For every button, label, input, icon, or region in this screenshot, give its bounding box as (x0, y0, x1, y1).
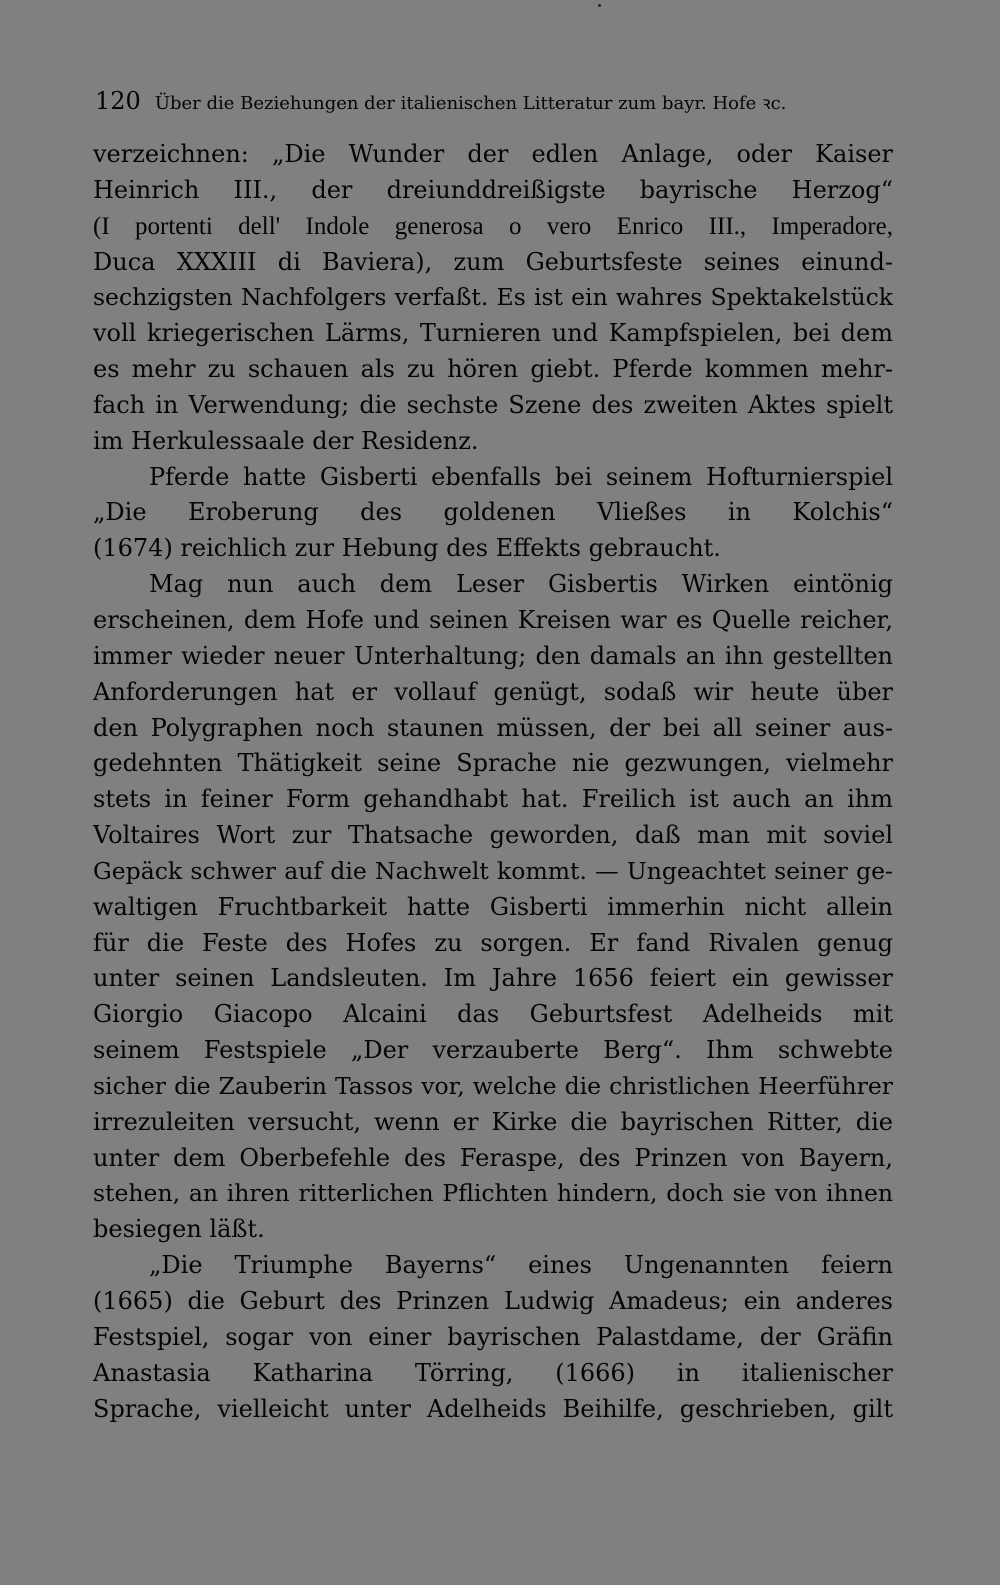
text-line: voll kriegerischen Lärms, Turnieren und Kampfspielen, bei dem (93, 319, 893, 348)
text-line: Gepäck schwer auf die Nachwelt kommt. — Ungeachtet seiner ge- (93, 856, 893, 885)
body-text (93, 137, 893, 1427)
running-title: Über die Beziehungen der italienischen Litteratur zum bayr. Hofe ꝛc. (154, 93, 787, 114)
text-line: seinem Festspiele „Der verzauberte Berg“. Ihm schwebte (93, 1036, 893, 1065)
text-line: den Polygraphen noch staunen müssen, der bei all seiner aus- (93, 713, 893, 742)
text-line: immer wieder neuer Unterhaltung; den damals an ihn gestellten (93, 641, 893, 670)
text-line: Festspiel, sogar von einer bayrischen Palastdame, der Gräfin (93, 1322, 893, 1351)
text-line: Mag nun auch dem Leser Gisbertis Wirken eintönig (149, 570, 893, 599)
text-line: Giorgio Giacopo Alcaini das Geburtsfest Adelheids mit (93, 1000, 893, 1029)
text-line: sicher die Zauberin Tassos vor, welche die christlichen Heerführer (93, 1071, 893, 1100)
running-head (95, 86, 895, 116)
text-line: für die Feste des Hofes zu sorgen. Er fand Rivalen genug (93, 928, 893, 957)
text-line: Voltaires Wort zur Thatsache geworden, daß man mit soviel (93, 821, 893, 850)
text-line: erscheinen, dem Hofe und seinen Kreisen war es Quelle reicher, (93, 605, 893, 634)
text-line: Duca XXXIII di Baviera), zum Geburtsfeste seines einund- (93, 247, 893, 276)
text-line: waltigen Fruchtbarkeit hatte Gisberti immerhin nicht allein (93, 892, 893, 921)
text-line: stets in feiner Form gehandhabt hat. Freilich ist auch an ihm (93, 785, 893, 814)
text-line: unter dem Oberbefehle des Feraspe, des Prinzen von Bayern, (93, 1143, 893, 1172)
text-line: besiegen läßt. (93, 1215, 265, 1244)
text-line: im Herkulessaale der Residenz. (93, 426, 479, 455)
text-line: „Die Eroberung des goldenen Vließes in Kolchis“ (93, 498, 893, 527)
text-line: (1674) reichlich zur Hebung des Effekts gebraucht. (93, 534, 721, 563)
text-line: Anforderungen hat er vollauf genügt, sodaß wir heute über (93, 677, 893, 706)
text-line: Heinrich III., der dreiunddreißigste bayrische Herzog“ (93, 175, 893, 204)
text-line: Anastasia Katharina Törring, (1666) in italienischer (93, 1358, 893, 1387)
text-line: „Die Triumphe Bayerns“ eines Ungenannten feiern (149, 1251, 893, 1280)
text-line: sechzigsten Nachfolgers verfaßt. Es ist ein wahres Spektakelstück (93, 283, 893, 312)
text-line: gedehnten Thätigkeit seine Sprache nie gezwungen, vielmehr (93, 749, 893, 778)
text-line: stehen, an ihren ritterlichen Pflichten hindern, doch sie von ihnen (93, 1179, 893, 1208)
speck (598, 4, 601, 7)
text-line: (I portenti dell' Indole generosa o vero Enrico III., Imperadore, (93, 212, 893, 240)
text-line: verzeichnen: „Die Wunder der edlen Anlage, oder Kaiser (93, 140, 893, 168)
text-line: irrezuleiten versucht, wenn er Kirke die bayrischen Ritter, die (93, 1107, 893, 1136)
text-line: Pferde hatte Gisberti ebenfalls bei seinem Hofturnierspiel (149, 462, 893, 491)
page-number: 120 (95, 87, 141, 115)
text-line: unter seinen Landsleuten. Im Jahre 1656 feiert ein gewisser (93, 964, 893, 993)
text-line: (1665) die Geburt des Prinzen Ludwig Amadeus; ein anderes (93, 1287, 893, 1315)
text-line: fach in Verwendung; die sechste Szene des zweiten Aktes spielt (93, 390, 893, 419)
text-line: Sprache, vielleicht unter Adelheids Beihilfe, geschrieben, gilt (93, 1394, 893, 1423)
text-line: es mehr zu schauen als zu hören giebt. Pferde kommen mehr- (93, 355, 893, 384)
